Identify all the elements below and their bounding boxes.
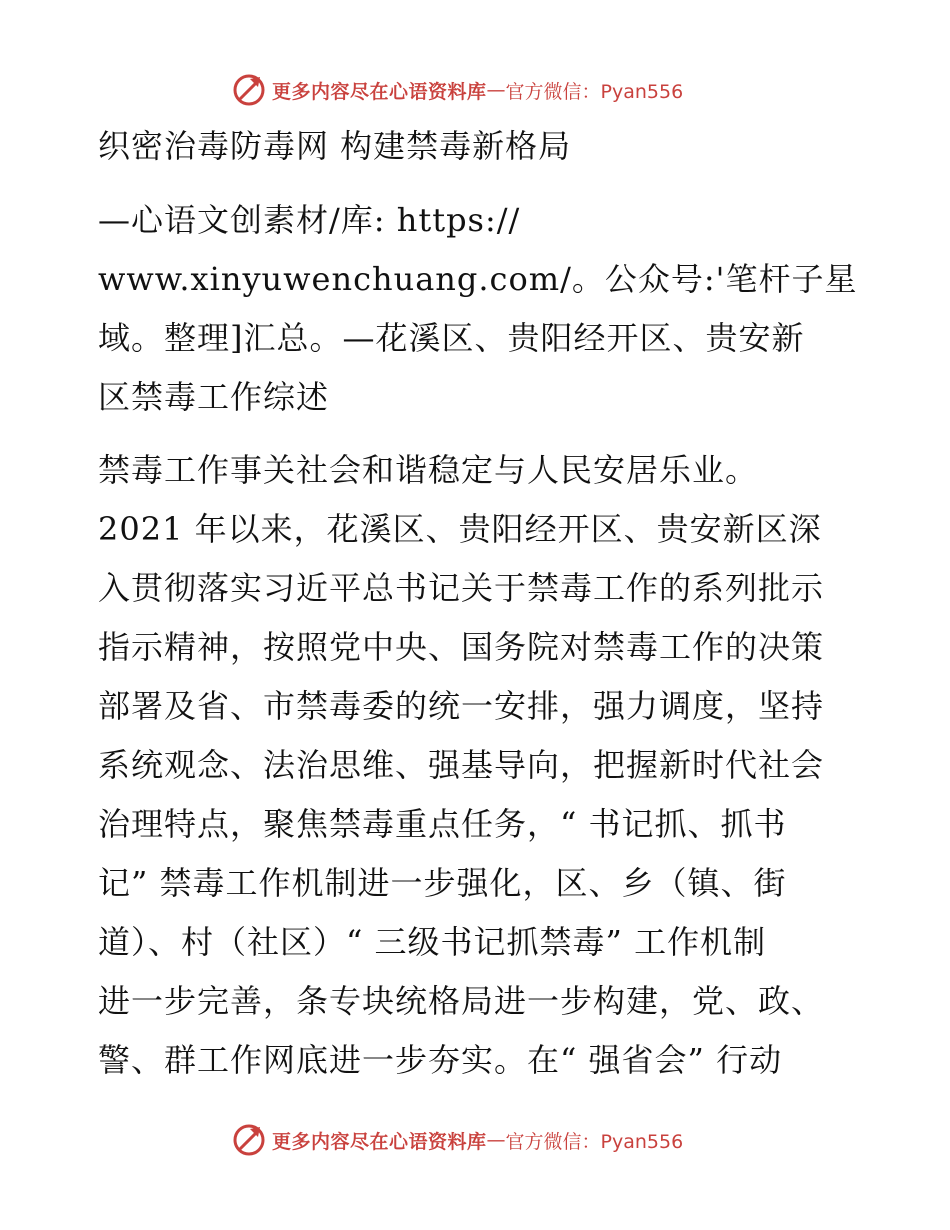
body-line: 2021 年以来，花溪区、贵阳经开区、贵安新区深: [98, 510, 822, 548]
body-line: 进一步完善，条专块统格局进一步构建，党、政、: [98, 982, 825, 1020]
body-line: 警、群工作网底进一步夯实。在“ 强省会” 行动: [98, 1041, 783, 1079]
subtitle-line: 区禁毒工作综述: [98, 378, 330, 416]
body-line: 记” 禁毒工作机制进一步强化，区、乡（镇、街: [98, 864, 787, 902]
banner-site-text: 更多内容尽在心语资料库: [272, 80, 487, 103]
body-line: 指示精神，按照党中央、国务院对禁毒工作的决策: [98, 628, 825, 666]
body-line: 治理特点，聚焦禁毒重点任务，“ 书记抓、抓书: [98, 805, 787, 843]
banner-site-text: 更多内容尽在心语资料库: [272, 1130, 487, 1153]
body-line: 系统观念、法治思维、强基导向，把握新时代社会: [98, 746, 825, 784]
document-title: 织密治毒防毒网 构建禁毒新格局: [98, 127, 572, 165]
subtitle-line: 域。整理]汇总。—花溪区、贵阳经开区、贵安新: [98, 319, 805, 357]
body-line: 道）、村（社区）“ 三级书记抓禁毒” 工作机制: [98, 923, 767, 961]
subtitle-line: —心语文创素材/库: https://: [98, 201, 521, 239]
banner-wechat-text: 官方微信：Pyan556: [505, 80, 684, 103]
body-line: 部署及省、市禁毒委的统一安排，强力调度，坚持: [98, 687, 825, 725]
footer-watermark-banner: [232, 1122, 683, 1158]
banner-separator: —: [486, 1129, 506, 1151]
header-watermark-banner: [232, 72, 683, 108]
banner-separator: —: [486, 79, 506, 101]
banner-wechat-text: 官方微信：Pyan556: [505, 1130, 684, 1153]
body-line: 禁毒工作事关社会和谐稳定与人民安居乐业。: [98, 451, 759, 489]
subtitle-line: www.xinyuwenchuang.com/。公众号:'笔杆子星: [98, 260, 858, 298]
brand-logo-icon: [232, 1123, 266, 1157]
body-line: 入贯彻落实习近平总书记关于禁毒工作的系列批示: [98, 569, 825, 607]
brand-logo-icon: [232, 73, 266, 107]
